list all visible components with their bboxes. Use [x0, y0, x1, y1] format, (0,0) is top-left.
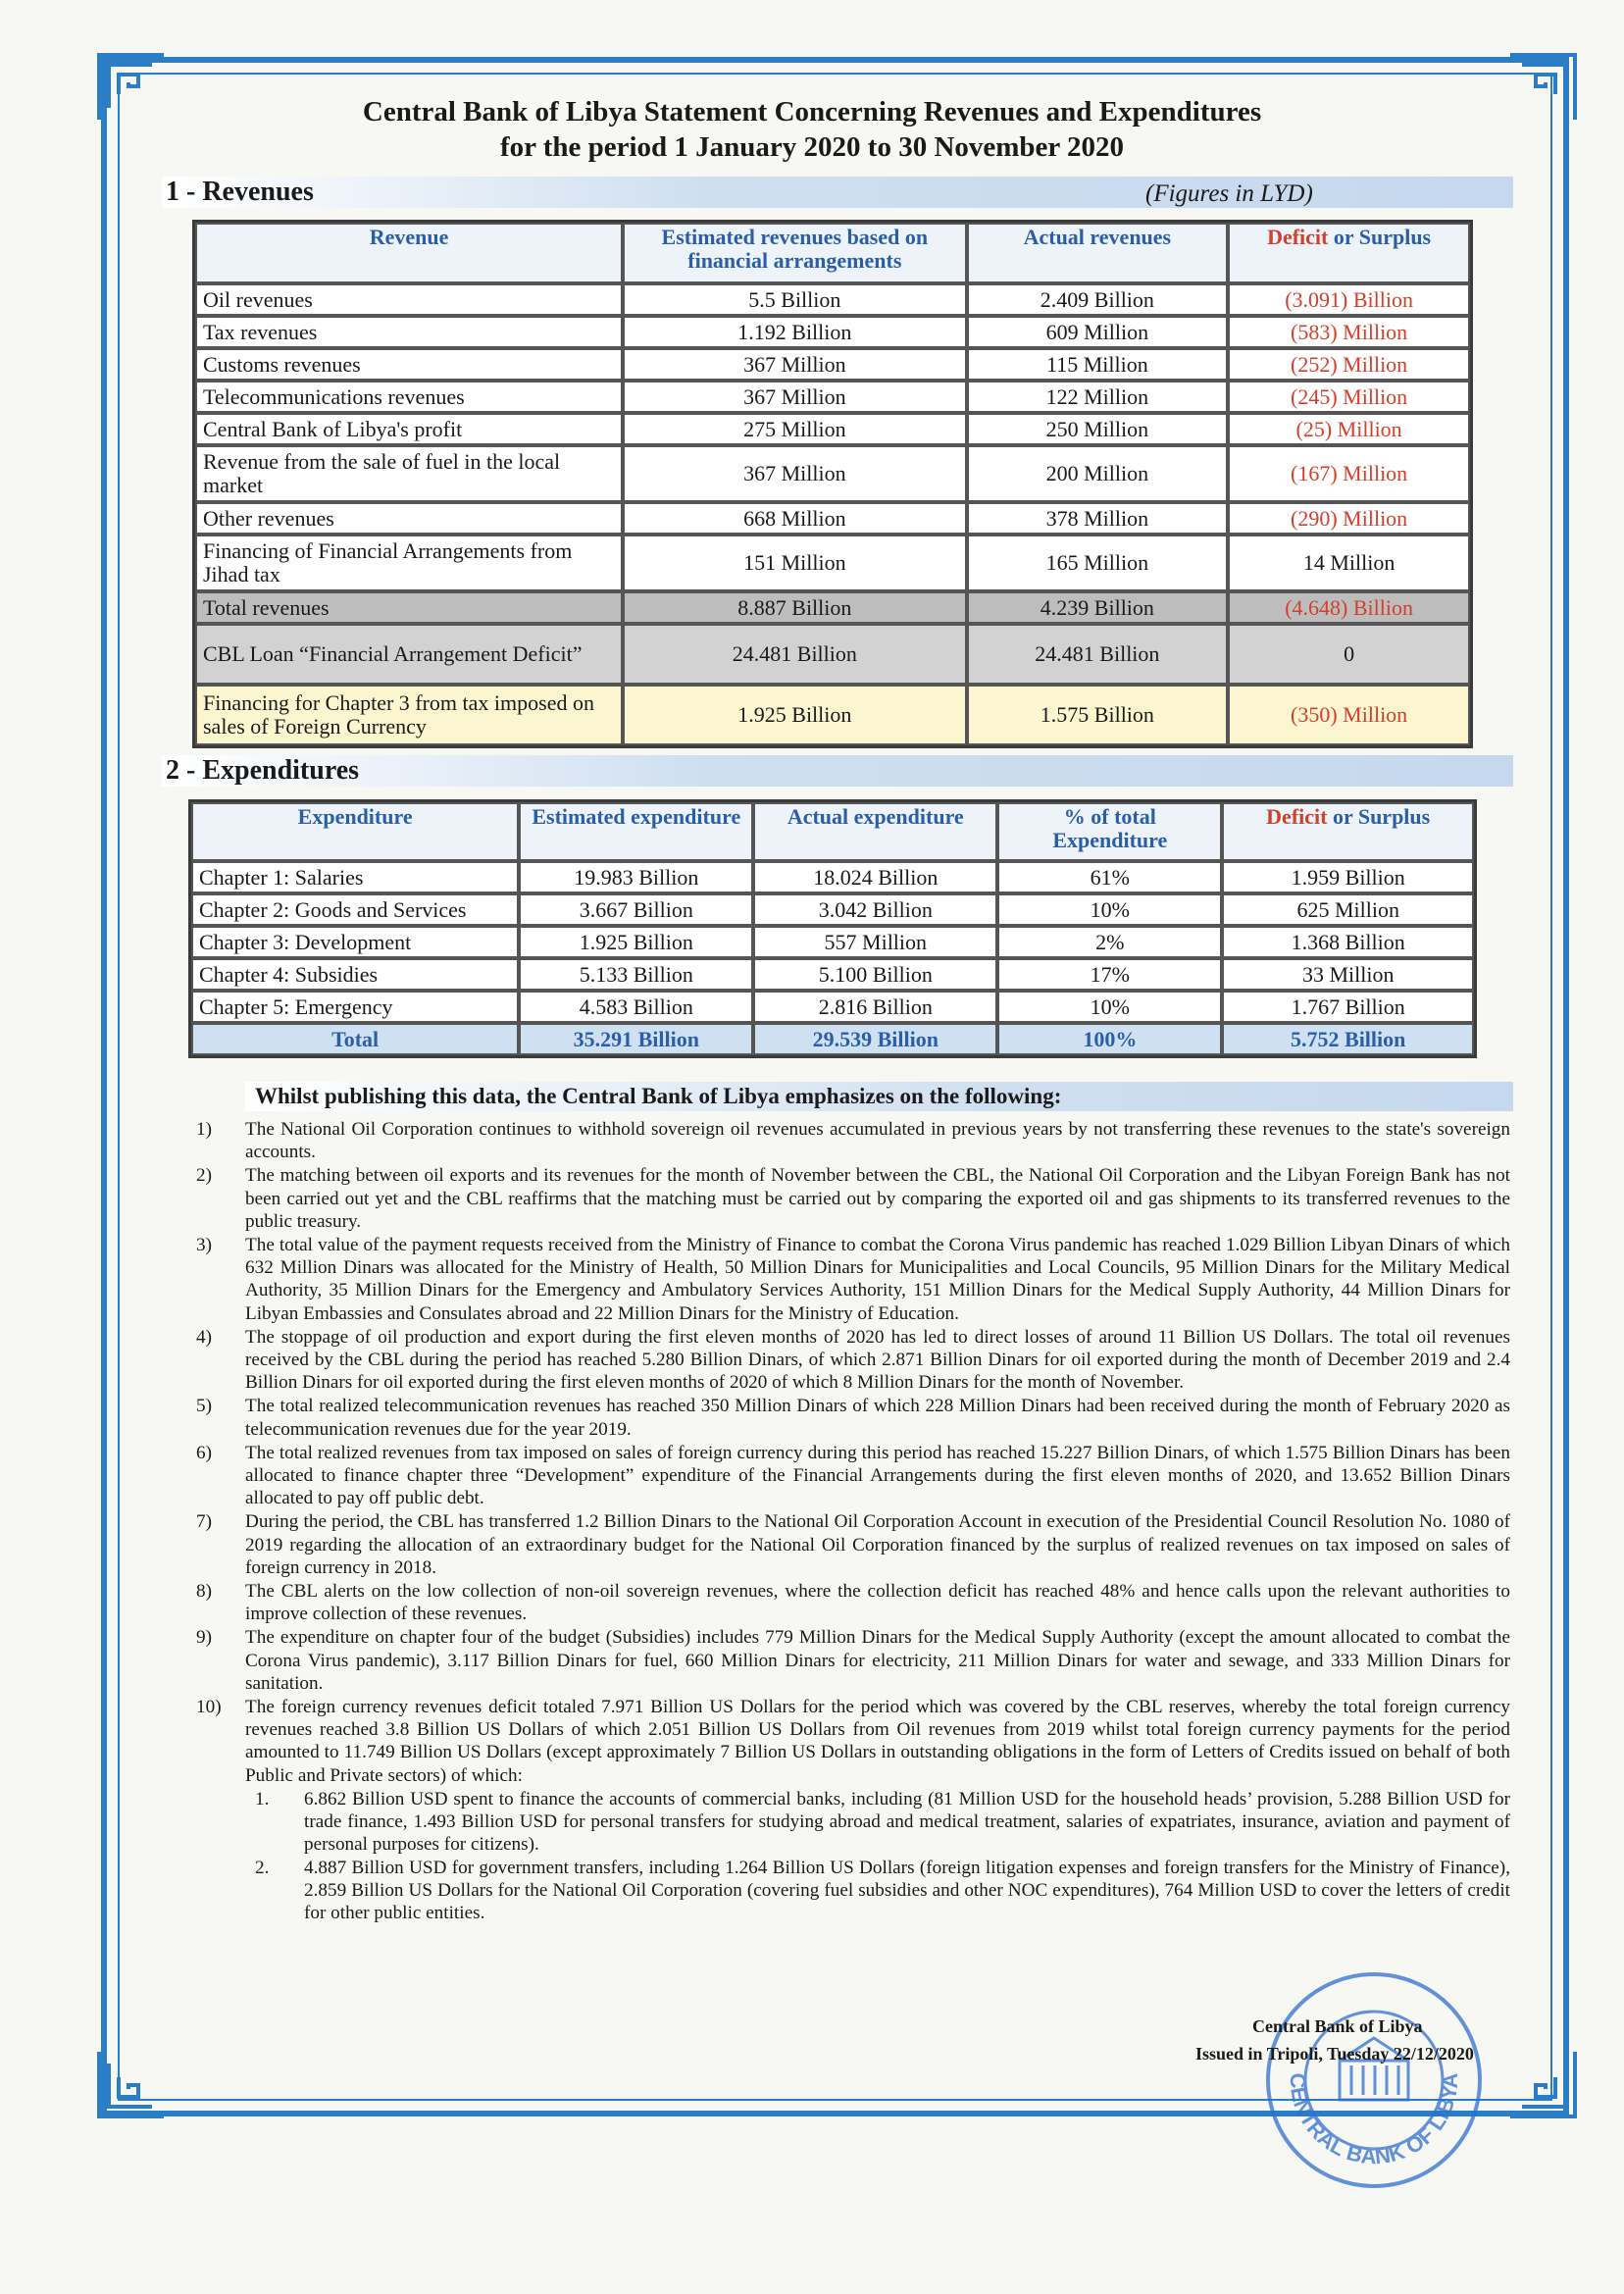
expenditure-estimated: 19.983 Billion [519, 861, 753, 893]
col-header-percent: % of total Expenditure [997, 802, 1222, 861]
total-revenues-row [195, 591, 1470, 624]
list-item [196, 1442, 1510, 1510]
revenue-diff: (4.648) Billion [1228, 591, 1470, 624]
list-item [196, 1164, 1510, 1233]
col-header-actual: Actual revenues [967, 223, 1229, 283]
revenue-actual: 200 Million [967, 445, 1229, 502]
revenue-actual: 165 Million [967, 535, 1229, 591]
col-header-deficit-surplus [1228, 223, 1470, 283]
section-revenues-heading: 1 - Revenues [162, 177, 1513, 208]
table-row [191, 893, 1474, 926]
sub-list-item [255, 1857, 1510, 1925]
col-header-expenditure: Expenditure [191, 802, 519, 861]
table-row [195, 502, 1470, 535]
expenditure-estimated: 35.291 Billion [519, 1023, 753, 1055]
table-row [195, 413, 1470, 445]
revenues-table [192, 220, 1473, 748]
expenditure-actual: 5.100 Billion [753, 958, 997, 991]
note-number: 2) [196, 1165, 212, 1187]
revenue-diff: (245) Million [1228, 381, 1470, 413]
list-item [196, 1395, 1510, 1440]
col-header-deficit-surplus [1222, 802, 1474, 861]
deficit-word: Deficit [1266, 804, 1328, 829]
expenditure-name: Chapter 5: Emergency [191, 991, 519, 1023]
revenue-name: Financing for Chapter 3 from tax imposed on sales of Foreign Currency [195, 685, 623, 745]
list-item [196, 1696, 1510, 1787]
expenditure-diff: 33 Million [1222, 958, 1474, 991]
table-row [195, 445, 1470, 502]
revenue-name: CBL Loan “Financial Arrangement Deficit” [195, 624, 623, 685]
signature-bank-name: Central Bank of Libya [1252, 2016, 1423, 2036]
expenditure-percent: 61% [997, 861, 1222, 893]
revenue-diff: (290) Million [1228, 502, 1470, 535]
revenue-estimated: 275 Million [623, 413, 966, 445]
revenue-actual: 250 Million [967, 413, 1229, 445]
col-header-estimated: Estimated expenditure [519, 802, 753, 861]
notes-list [196, 1118, 1510, 1924]
note-text: The CBL alerts on the low collection of non-oil sovereign revenues, where the collection deficit has reached 48% and hence calls upon the relevant authorities to improve collection of these revenues. [245, 1581, 1510, 1625]
expenditure-actual: 18.024 Billion [753, 861, 997, 893]
expenditure-actual: 29.539 Billion [753, 1023, 997, 1055]
list-item [196, 1626, 1510, 1695]
revenue-name: Revenue from the sale of fuel in the local market [195, 445, 623, 502]
section-expenditures-heading: 2 - Expenditures [162, 755, 1513, 787]
revenue-diff: (25) Million [1228, 413, 1470, 445]
bank-stamp-icon [1261, 1967, 1487, 2193]
revenue-diff: (583) Million [1228, 316, 1470, 348]
subnote-text: 6.862 Billion USD spent to finance the accounts of commercial banks, including (81 Million USD for the household heads’ provision, 5.288 Billion USD for trade finance, 1.493 Billion USD for personal transfers for studying abroad and medical treatment, salaries of expatriates, insurance, aviation and payment of personal purposes for citizens). [304, 1788, 1510, 1856]
col-header-estimated: Estimated revenues based on financial arrangements [623, 223, 966, 283]
note-text: The total realized telecommunication revenues has reached 350 Million Dinars of which 228 Million Dinars had been received during the month of February 2020 as telecommunication revenues due for the year 2019. [245, 1396, 1510, 1440]
revenue-estimated: 1.192 Billion [623, 316, 966, 348]
revenue-estimated: 367 Million [623, 445, 966, 502]
revenue-diff: 14 Million [1228, 535, 1470, 591]
expenditure-estimated: 1.925 Billion [519, 926, 753, 958]
expenditure-estimated: 5.133 Billion [519, 958, 753, 991]
expenditure-name: Chapter 1: Salaries [191, 861, 519, 893]
revenue-estimated: 668 Million [623, 502, 966, 535]
expenditure-name: Total [191, 1023, 519, 1055]
col-header-actual: Actual expenditure [753, 802, 997, 861]
list-item [196, 1234, 1510, 1325]
revenue-estimated: 367 Million [623, 348, 966, 381]
revenue-actual: 2.409 Billion [967, 283, 1229, 316]
list-item [196, 1326, 1510, 1395]
revenue-name: Telecommunications revenues [195, 381, 623, 413]
subnote-number: 1. [255, 1788, 270, 1810]
expenditure-diff: 5.752 Billion [1222, 1023, 1474, 1055]
revenue-estimated: 1.925 Billion [623, 685, 966, 745]
fx-financing-row [195, 685, 1470, 745]
note-text: The matching between oil exports and its revenues for the month of November between the CBL, the National Oil Corporation and the Libyan Foreign Bank has not been carried out yet and the CBL reaffirms that the matching must be carried out by comparing the exported oil and gas shipments to its transferred revenues to the public treasury. [245, 1165, 1510, 1232]
expenditure-percent: 2% [997, 926, 1222, 958]
note-number: 9) [196, 1627, 212, 1649]
expenditures-table [188, 799, 1477, 1058]
emphasis-heading: Whilst publishing this data, the Central Bank of Libya emphasizes on the following: [245, 1082, 1513, 1111]
list-item [196, 1580, 1510, 1625]
total-expenditure-row [191, 1023, 1474, 1055]
surplus-word: or Surplus [1328, 225, 1432, 249]
revenue-diff: (350) Million [1228, 685, 1470, 745]
note-number: 6) [196, 1442, 212, 1463]
table-row [191, 926, 1474, 958]
revenue-actual: 609 Million [967, 316, 1229, 348]
revenue-name: Oil revenues [195, 283, 623, 316]
revenue-estimated: 5.5 Billion [623, 283, 966, 316]
revenue-name: Other revenues [195, 502, 623, 535]
expenditure-percent: 17% [997, 958, 1222, 991]
list-item [196, 1118, 1510, 1163]
revenue-actual: 24.481 Billion [967, 624, 1229, 685]
document-title: Central Bank of Libya Statement Concerning Revenues and Expenditures [362, 96, 1262, 127]
revenue-name: Financing of Financial Arrangements from Jihad tax [195, 535, 623, 591]
note-number: 3) [196, 1235, 212, 1256]
signature-issued: Issued in Tripoli, Tuesday 22/12/2020 [1195, 2044, 1474, 2064]
expenditure-diff: 1.767 Billion [1222, 991, 1474, 1023]
corner-ornament-icon [93, 2046, 170, 2122]
expenditure-estimated: 3.667 Billion [519, 893, 753, 926]
table-row [191, 861, 1474, 893]
revenue-estimated: 24.481 Billion [623, 624, 966, 685]
expenditure-name: Chapter 2: Goods and Services [191, 893, 519, 926]
stamp-text: CENTRAL BANK OF LIBYA [1285, 2072, 1463, 2169]
cbl-loan-row [195, 624, 1470, 685]
note-number: 10) [196, 1697, 222, 1718]
table-row [195, 535, 1470, 591]
note-text: During the period, the CBL has transferred 1.2 Billion Dinars to the National Oil Corporation Account in execution of the Presidential Council Resolution No. 1080 of 2019 regarding the allocation of an extraordinary budget for the National Oil Corporation financed by the surplus of realized revenues on tax imposed on sales of foreign currency in 2018. [245, 1511, 1510, 1578]
note-number: 1) [196, 1119, 212, 1140]
expenditure-name: Chapter 4: Subsidies [191, 958, 519, 991]
expenditure-diff: 1.959 Billion [1222, 861, 1474, 893]
sub-list-item [255, 1788, 1510, 1857]
revenue-actual: 4.239 Billion [967, 591, 1229, 624]
revenue-diff: (3.091) Billion [1228, 283, 1470, 316]
expenditure-actual: 557 Million [753, 926, 997, 958]
note-text: The expenditure on chapter four of the budget (Subsidies) includes 779 Million Dinars for the Medical Supply Authority (except the amount allocated to combat the Corona Virus pandemic), 3.117 Billion Dinars for fuel, 660 Million Dinars for electricity, 211 Million Dinars for water and sewage, and 333 Million Dinars for sanitation. [245, 1627, 1510, 1694]
table-row [195, 348, 1470, 381]
expenditure-actual: 3.042 Billion [753, 893, 997, 926]
expenditure-percent: 100% [997, 1023, 1222, 1055]
revenue-diff: (167) Million [1228, 445, 1470, 502]
revenue-name: Central Bank of Libya's profit [195, 413, 623, 445]
corner-ornament-icon [1504, 2046, 1581, 2122]
expenditure-estimated: 4.583 Billion [519, 991, 753, 1023]
table-row [195, 283, 1470, 316]
note-text: The stoppage of oil production and export during the first eleven months of 2020 has led to direct losses of around 11 Billion US Dollars. The total oil revenues received by the CBL during the period has reached 5.280 Billion Dinars, of which 2.871 Billion Dinars for oil exported during the month of December 2019 and 2.4 Billion Dinars for oil exported during the first eleven months of 2020 of which 8 Million Dinars for the month of November. [245, 1326, 1510, 1394]
revenue-actual: 122 Million [967, 381, 1229, 413]
revenue-diff: (252) Million [1228, 348, 1470, 381]
subnote-number: 2. [255, 1857, 270, 1878]
revenue-estimated: 367 Million [623, 381, 966, 413]
table-row [195, 316, 1470, 348]
note-text: The total value of the payment requests received from the Ministry of Finance to combat the Corona Virus pandemic has reached 1.029 Billion Libyan Dinars of which 632 Million Dinars was allocated for the Ministry of Health, 50 Million Dinars for Municipalities and Local Councils, 95 Million Dinars for the Military Medical Authority, 35 Million Dinars for the Emergency and Ambulatory Services Authority, 151 Million Dinars for the Medical Supply Authority, 44 Million Dinars for Libyan Embassies and Consulates abroad and 22 Million Dinars for the Ministry of Education. [245, 1235, 1510, 1324]
deficit-word: Deficit [1267, 225, 1329, 249]
figures-unit-note: (Figures in LYD) [1145, 180, 1313, 207]
table-row [195, 381, 1470, 413]
expenditure-name: Chapter 3: Development [191, 926, 519, 958]
surplus-word: or Surplus [1327, 804, 1431, 829]
note-text: The National Oil Corporation continues to withhold sovereign oil revenues accumulated in previous years by not transferring these revenues to the state's sovereign accounts. [245, 1119, 1510, 1163]
expenditure-diff: 1.368 Billion [1222, 926, 1474, 958]
note-number: 8) [196, 1581, 212, 1603]
subnote-text: 4.887 Billion USD for government transfers, including 1.264 Billion US Dollars (foreign litigation expenses and foreign transfers for the Ministry of Finance), 2.859 Billion US Dollars for the National Oil Corporation (covering fuel subsidies and other NOC expenditures), 764 Million USD to cover the letters of credit for other public entities. [304, 1857, 1510, 1923]
note-number: 4) [196, 1326, 212, 1348]
revenue-diff: 0 [1228, 624, 1470, 685]
expenditure-diff: 625 Million [1222, 893, 1474, 926]
revenue-name: Customs revenues [195, 348, 623, 381]
note-text: The total realized revenues from tax imposed on sales of foreign currency during this period has reached 15.227 Billion Dinars, of which 1.575 Billion Dinars has been allocated to finance chapter three “Development” expenditure of the Financial Arrangements during the first eleven months of 2020, and 13.652 Billion Dinars allocated to pay off public debt. [245, 1442, 1510, 1509]
expenditure-percent: 10% [997, 991, 1222, 1023]
revenue-estimated: 8.887 Billion [623, 591, 966, 624]
col-header-revenue: Revenue [195, 223, 623, 283]
table-row [191, 991, 1474, 1023]
document-subtitle: for the period 1 January 2020 to 30 November 2020 [499, 131, 1125, 163]
revenue-actual: 378 Million [967, 502, 1229, 535]
revenue-name: Tax revenues [195, 316, 623, 348]
list-item [196, 1510, 1510, 1579]
expenditure-actual: 2.816 Billion [753, 991, 997, 1023]
expenditure-percent: 10% [997, 893, 1222, 926]
revenue-name: Total revenues [195, 591, 623, 624]
note-number: 5) [196, 1396, 212, 1417]
revenue-actual: 115 Million [967, 348, 1229, 381]
revenue-actual: 1.575 Billion [967, 685, 1229, 745]
revenue-estimated: 151 Million [623, 535, 966, 591]
note-text: The foreign currency revenues deficit totaled 7.971 Billion US Dollars for the period which was covered by the CBL reserves, whereby the total foreign currency revenues reached 3.8 Billion US Dollars of which 2.051 Billion US Dollars from Oil revenues from 2019 whilst total foreign currency payments for the period amounted to 11.749 Billion US Dollars (except approximately 7 Billion US Dollars in outstanding obligations in the form of Letters of Credits issued on behalf of both Public and Private sectors) of which: [245, 1697, 1510, 1786]
note-number: 7) [196, 1511, 212, 1533]
table-row [191, 958, 1474, 991]
